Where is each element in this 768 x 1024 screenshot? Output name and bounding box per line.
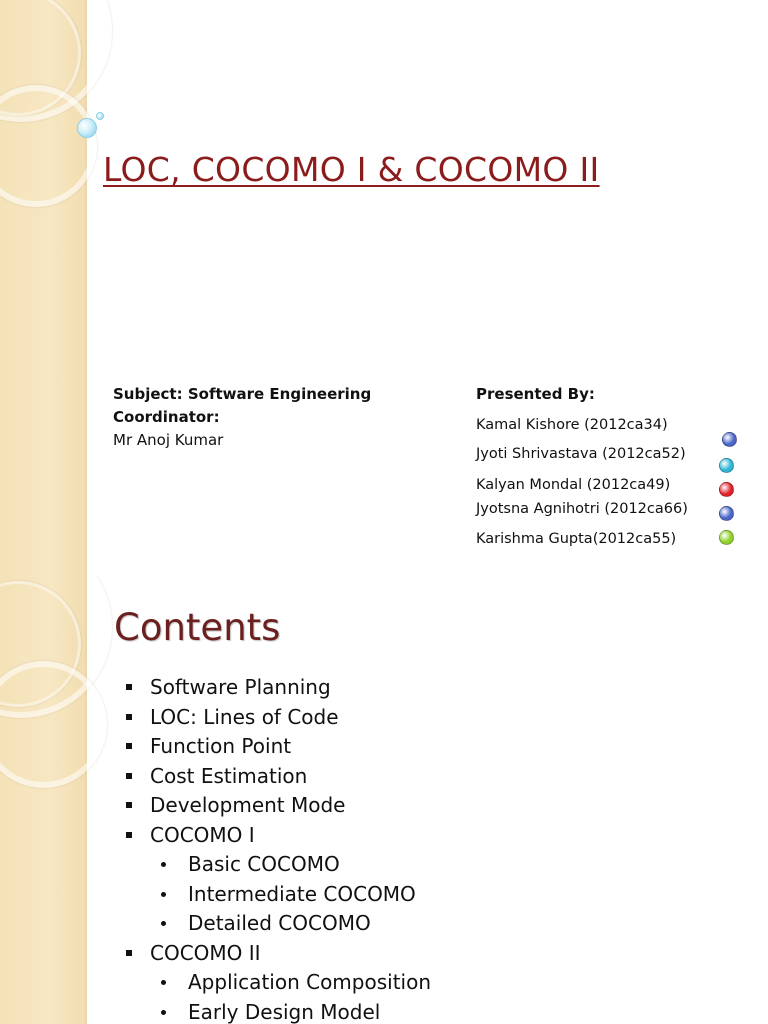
- bullet-dot-icon: [719, 506, 734, 521]
- bullet-dot-icon: [719, 530, 734, 545]
- list-item: Cost Estimation: [126, 762, 431, 792]
- sub-list-item: Early Design Model: [126, 998, 431, 1024]
- list-item: LOC: Lines of Code: [126, 703, 431, 733]
- sub-list-item: Detailed COCOMO: [126, 909, 431, 939]
- presenter-item: Kalyan Mondal (2012ca49): [476, 477, 671, 493]
- bubble-icon: [77, 118, 97, 138]
- bubble-small-icon: [96, 112, 104, 120]
- presenter-item: Karishma Gupta(2012ca55): [476, 531, 677, 547]
- coordinator-name: Mr Anoj Kumar: [113, 431, 224, 449]
- presenters-list: [476, 383, 688, 547]
- list-item: Software Planning: [126, 673, 431, 703]
- presenter-item: Jyotsna Agnihotri (2012ca66): [476, 501, 688, 517]
- sub-list-item: Basic COCOMO: [126, 850, 431, 880]
- list-item: Function Point: [126, 732, 431, 762]
- subject-label: Subject:: [113, 385, 183, 403]
- bullet-dot-icon: [722, 432, 737, 447]
- presenter-item: Jyoti Shrivastava (2012ca52): [476, 446, 686, 462]
- bullet-dot-icon: [719, 458, 734, 473]
- slide-title: LOC, COCOMO I & COCOMO II: [103, 150, 600, 189]
- sub-list-item: Application Composition: [126, 968, 431, 998]
- contents-slide: [0, 576, 768, 1024]
- presenter-item: Kamal Kishore (2012ca34): [476, 417, 668, 433]
- list-item: COCOMO I: [126, 821, 431, 851]
- bullet-dot-icon: [719, 482, 734, 497]
- sub-list-item: Intermediate COCOMO: [126, 880, 431, 910]
- subject-info: [113, 383, 371, 452]
- presented-by-heading: Presented By:: [476, 385, 595, 403]
- contents-list: [126, 673, 431, 1024]
- list-item: COCOMO II: [126, 939, 431, 969]
- list-item: Development Mode: [126, 791, 431, 821]
- contents-title: Contents: [114, 606, 281, 649]
- subject-line: [113, 383, 371, 406]
- subject-value: Software Engineering: [187, 385, 372, 403]
- coordinator-label: Coordinator:: [113, 408, 220, 426]
